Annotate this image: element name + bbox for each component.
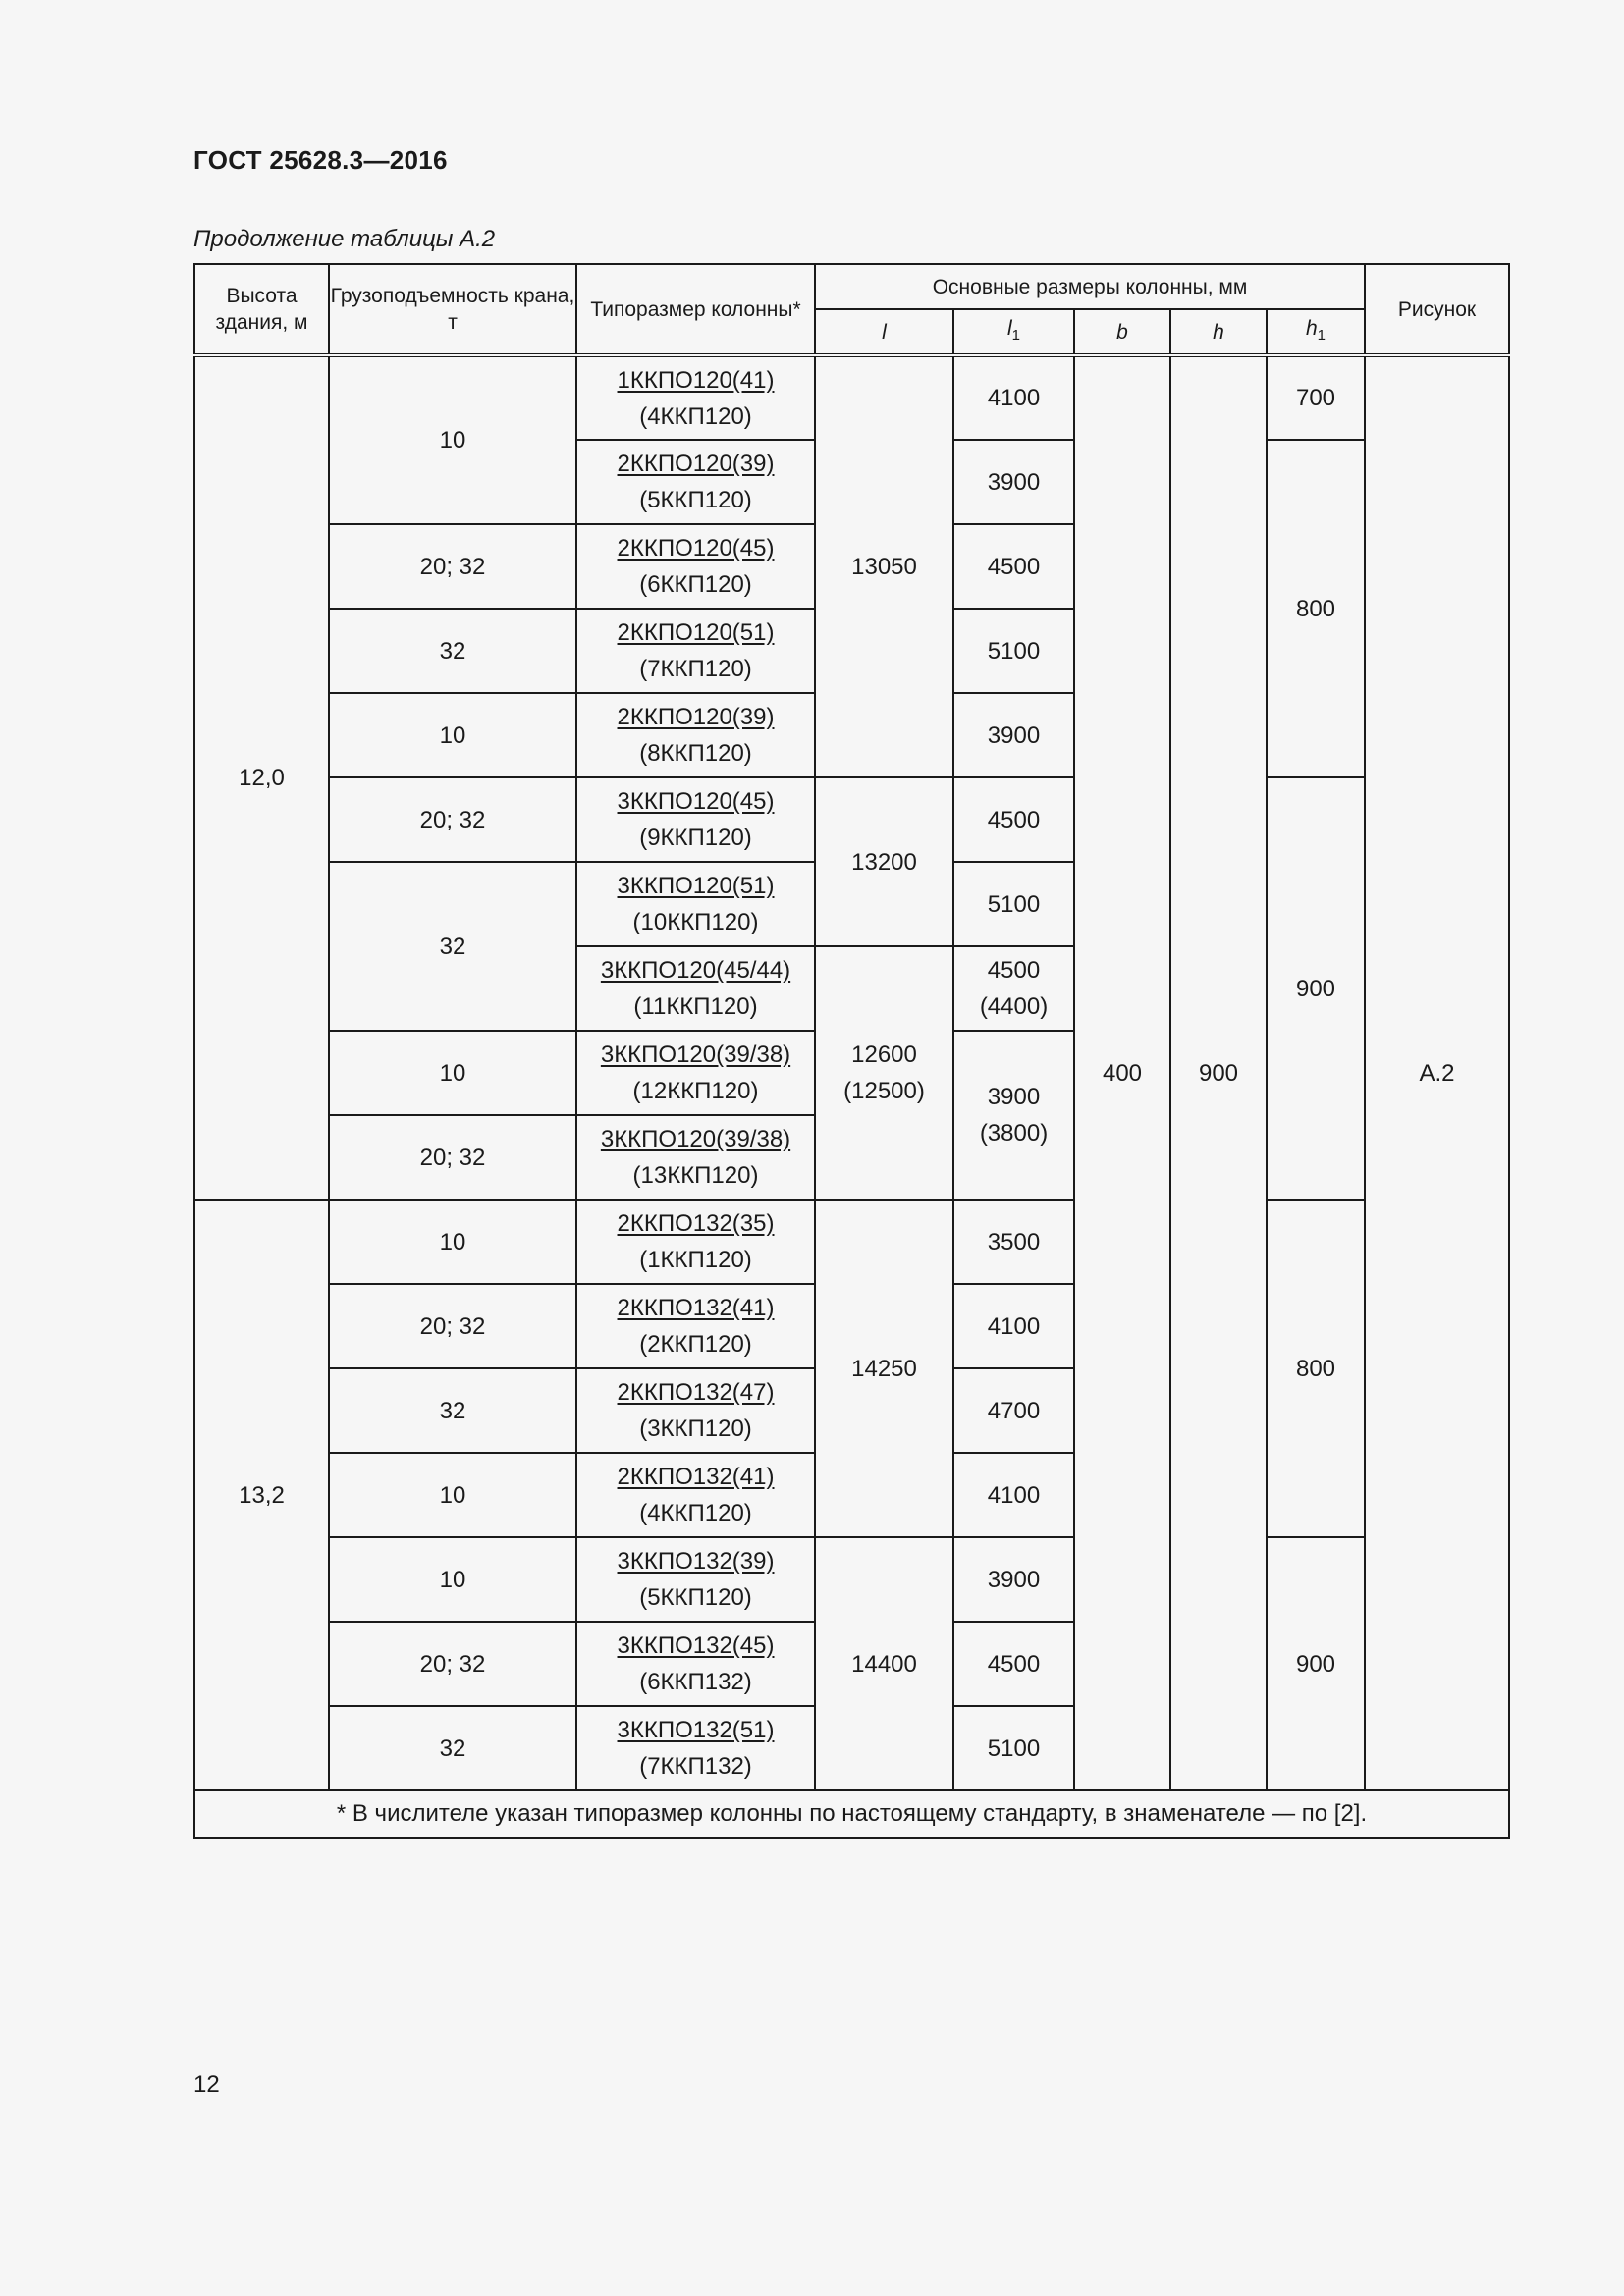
columns-table <box>193 263 1510 1839</box>
h1-cell: 700 <box>1267 355 1365 440</box>
type-cell: 3ККПО132(39) (5ККП120) <box>576 1537 815 1622</box>
type-cell: 2ККПО120(45) (6ККП120) <box>576 524 815 609</box>
capacity-cell: 20; 32 <box>329 1622 576 1706</box>
capacity-cell: 10 <box>329 1537 576 1622</box>
type-cell: 3ККПО120(45/44) (11ККП120) <box>576 946 815 1031</box>
h-cell: 900 <box>1170 355 1267 1790</box>
l1-cell: 4500 <box>953 1622 1074 1706</box>
type-cell: 2ККПО132(47) (3ККП120) <box>576 1368 815 1453</box>
table-footnote: * В числителе указан типоразмер колонны по настоящему стандарту, в знаменателе — по [2]. <box>194 1790 1509 1838</box>
capacity-cell: 10 <box>329 693 576 777</box>
h1-cell: 800 <box>1267 1200 1365 1537</box>
l1-cell: 5100 <box>953 862 1074 946</box>
type-cell: 2ККПО132(41) (2ККП120) <box>576 1284 815 1368</box>
l1-cell: 4100 <box>953 355 1074 440</box>
document-title: ГОСТ 25628.3—2016 <box>193 145 448 175</box>
capacity-cell: 10 <box>329 1031 576 1115</box>
capacity-cell: 20; 32 <box>329 1284 576 1368</box>
l1-cell: 4500 (4400) <box>953 946 1074 1031</box>
type-cell: 3ККПО120(39/38) (13ККП120) <box>576 1115 815 1200</box>
height-cell: 13,2 <box>194 1200 329 1790</box>
type-cell: 2ККПО120(51) (7ККП120) <box>576 609 815 693</box>
h1-cell: 900 <box>1267 1537 1365 1790</box>
header-h: h <box>1170 309 1267 355</box>
l-cell: 13200 <box>815 777 953 946</box>
l1-cell: 5100 <box>953 1706 1074 1790</box>
header-l1: $l_1$ <box>953 309 1074 355</box>
l1-cell: 3500 <box>953 1200 1074 1284</box>
header-h1: $h_1$ <box>1267 309 1365 355</box>
type-cell: 1ККПО120(41) (4ККП120) <box>576 355 815 440</box>
capacity-cell: 32 <box>329 1368 576 1453</box>
l1-cell: 4500 <box>953 777 1074 862</box>
table-row <box>194 1537 1509 1622</box>
capacity-cell: 10 <box>329 355 576 524</box>
header-l: l <box>815 309 953 355</box>
table-row <box>194 1200 1509 1284</box>
table-caption: Продолжение таблицы А.2 <box>193 226 496 252</box>
capacity-cell: 10 <box>329 1200 576 1284</box>
l1-cell: 4700 <box>953 1368 1074 1453</box>
capacity-cell: 32 <box>329 609 576 693</box>
b-cell: 400 <box>1074 355 1170 1790</box>
header-height: Высота здания, м <box>194 264 329 355</box>
header-b: b <box>1074 309 1170 355</box>
h1-cell: 800 <box>1267 440 1365 777</box>
capacity-cell: 20; 32 <box>329 524 576 609</box>
header-figure: Рисунок <box>1365 264 1509 355</box>
capacity-cell: 32 <box>329 862 576 1031</box>
l-cell: 12600 (12500) <box>815 946 953 1200</box>
header-dims-group: Основные размеры колонны, мм <box>815 264 1365 309</box>
header-type: Типоразмер колонны* <box>576 264 815 355</box>
l-cell: 14400 <box>815 1537 953 1790</box>
l1-cell: 3900 <box>953 1537 1074 1622</box>
capacity-cell: 10 <box>329 1453 576 1537</box>
type-cell: 3ККПО120(45) (9ККП120) <box>576 777 815 862</box>
l1-cell: 3900 <box>953 440 1074 524</box>
type-cell: 3ККПО132(45) (6ККП132) <box>576 1622 815 1706</box>
type-cell: 2ККПО120(39) (8ККП120) <box>576 693 815 777</box>
l-cell: 13050 <box>815 355 953 777</box>
height-cell: 12,0 <box>194 355 329 1200</box>
l1-cell: 5100 <box>953 609 1074 693</box>
type-cell: 3ККПО132(51) (7ККП132) <box>576 1706 815 1790</box>
l1-cell: 3900 <box>953 693 1074 777</box>
table-row <box>194 777 1509 862</box>
table-row <box>194 355 1509 440</box>
type-cell: 2ККПО132(35) (1ККП120) <box>576 1200 815 1284</box>
page-number: 12 <box>193 2071 220 2098</box>
type-cell: 3ККПО120(51) (10ККП120) <box>576 862 815 946</box>
type-cell: 2ККПО120(39) (5ККП120) <box>576 440 815 524</box>
type-cell: 3ККПО120(39/38) (12ККП120) <box>576 1031 815 1115</box>
figure-cell: А.2 <box>1365 355 1509 1790</box>
l1-cell: 4500 <box>953 524 1074 609</box>
h1-cell: 900 <box>1267 777 1365 1200</box>
l-cell: 14250 <box>815 1200 953 1537</box>
l1-cell: 4100 <box>953 1453 1074 1537</box>
type-cell: 2ККПО132(41) (4ККП120) <box>576 1453 815 1537</box>
capacity-cell: 20; 32 <box>329 1115 576 1200</box>
l1-cell: 3900 (3800) <box>953 1031 1074 1200</box>
header-capacity: Грузоподъемность крана, т <box>329 264 576 355</box>
l1-cell: 4100 <box>953 1284 1074 1368</box>
capacity-cell: 32 <box>329 1706 576 1790</box>
capacity-cell: 20; 32 <box>329 777 576 862</box>
